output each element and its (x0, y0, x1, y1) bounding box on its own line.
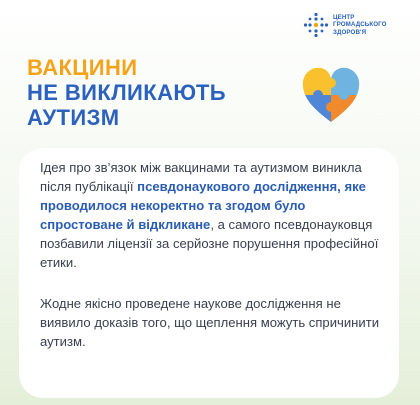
paragraph-1-highlight: псевдонаукового дослідження, яке проводилося некоректно та згодом було спростоване й відкликане (40, 179, 366, 232)
puzzle-heart-icon (300, 65, 362, 127)
dots-cross-logo-icon (303, 12, 329, 38)
logo-line-2: ГРОМАДСЬКОГО (333, 21, 387, 29)
info-card (19, 148, 399, 398)
logo-line-3: ЗДОРОВ'Я (333, 28, 367, 36)
paragraph-1-ending: , а самого псевдонауковця позбавили ліцензії за серйозне порушення професійної етики. (40, 217, 379, 270)
organization-logo (303, 12, 387, 38)
paragraph-1 (40, 158, 385, 272)
logo-wordmark (333, 14, 387, 36)
headline-line-1: ВАКЦИНИ (27, 55, 138, 80)
headline-line-2: НЕ ВИКЛИКАЮТЬ (27, 80, 226, 105)
paragraph-1-intro: Ідея про зв’язок між вакцинами та аутизмом виникла після публікації (40, 160, 362, 194)
headline (27, 55, 226, 130)
headline-line-3: АУТИЗМ (27, 105, 120, 130)
logo-line-1: ЦЕНТР (333, 14, 355, 22)
paragraph-2: Жодне якісно проведене наукове дослідження не виявило доказів того, що щеплення можуть спричинити аутизм. (40, 296, 380, 349)
